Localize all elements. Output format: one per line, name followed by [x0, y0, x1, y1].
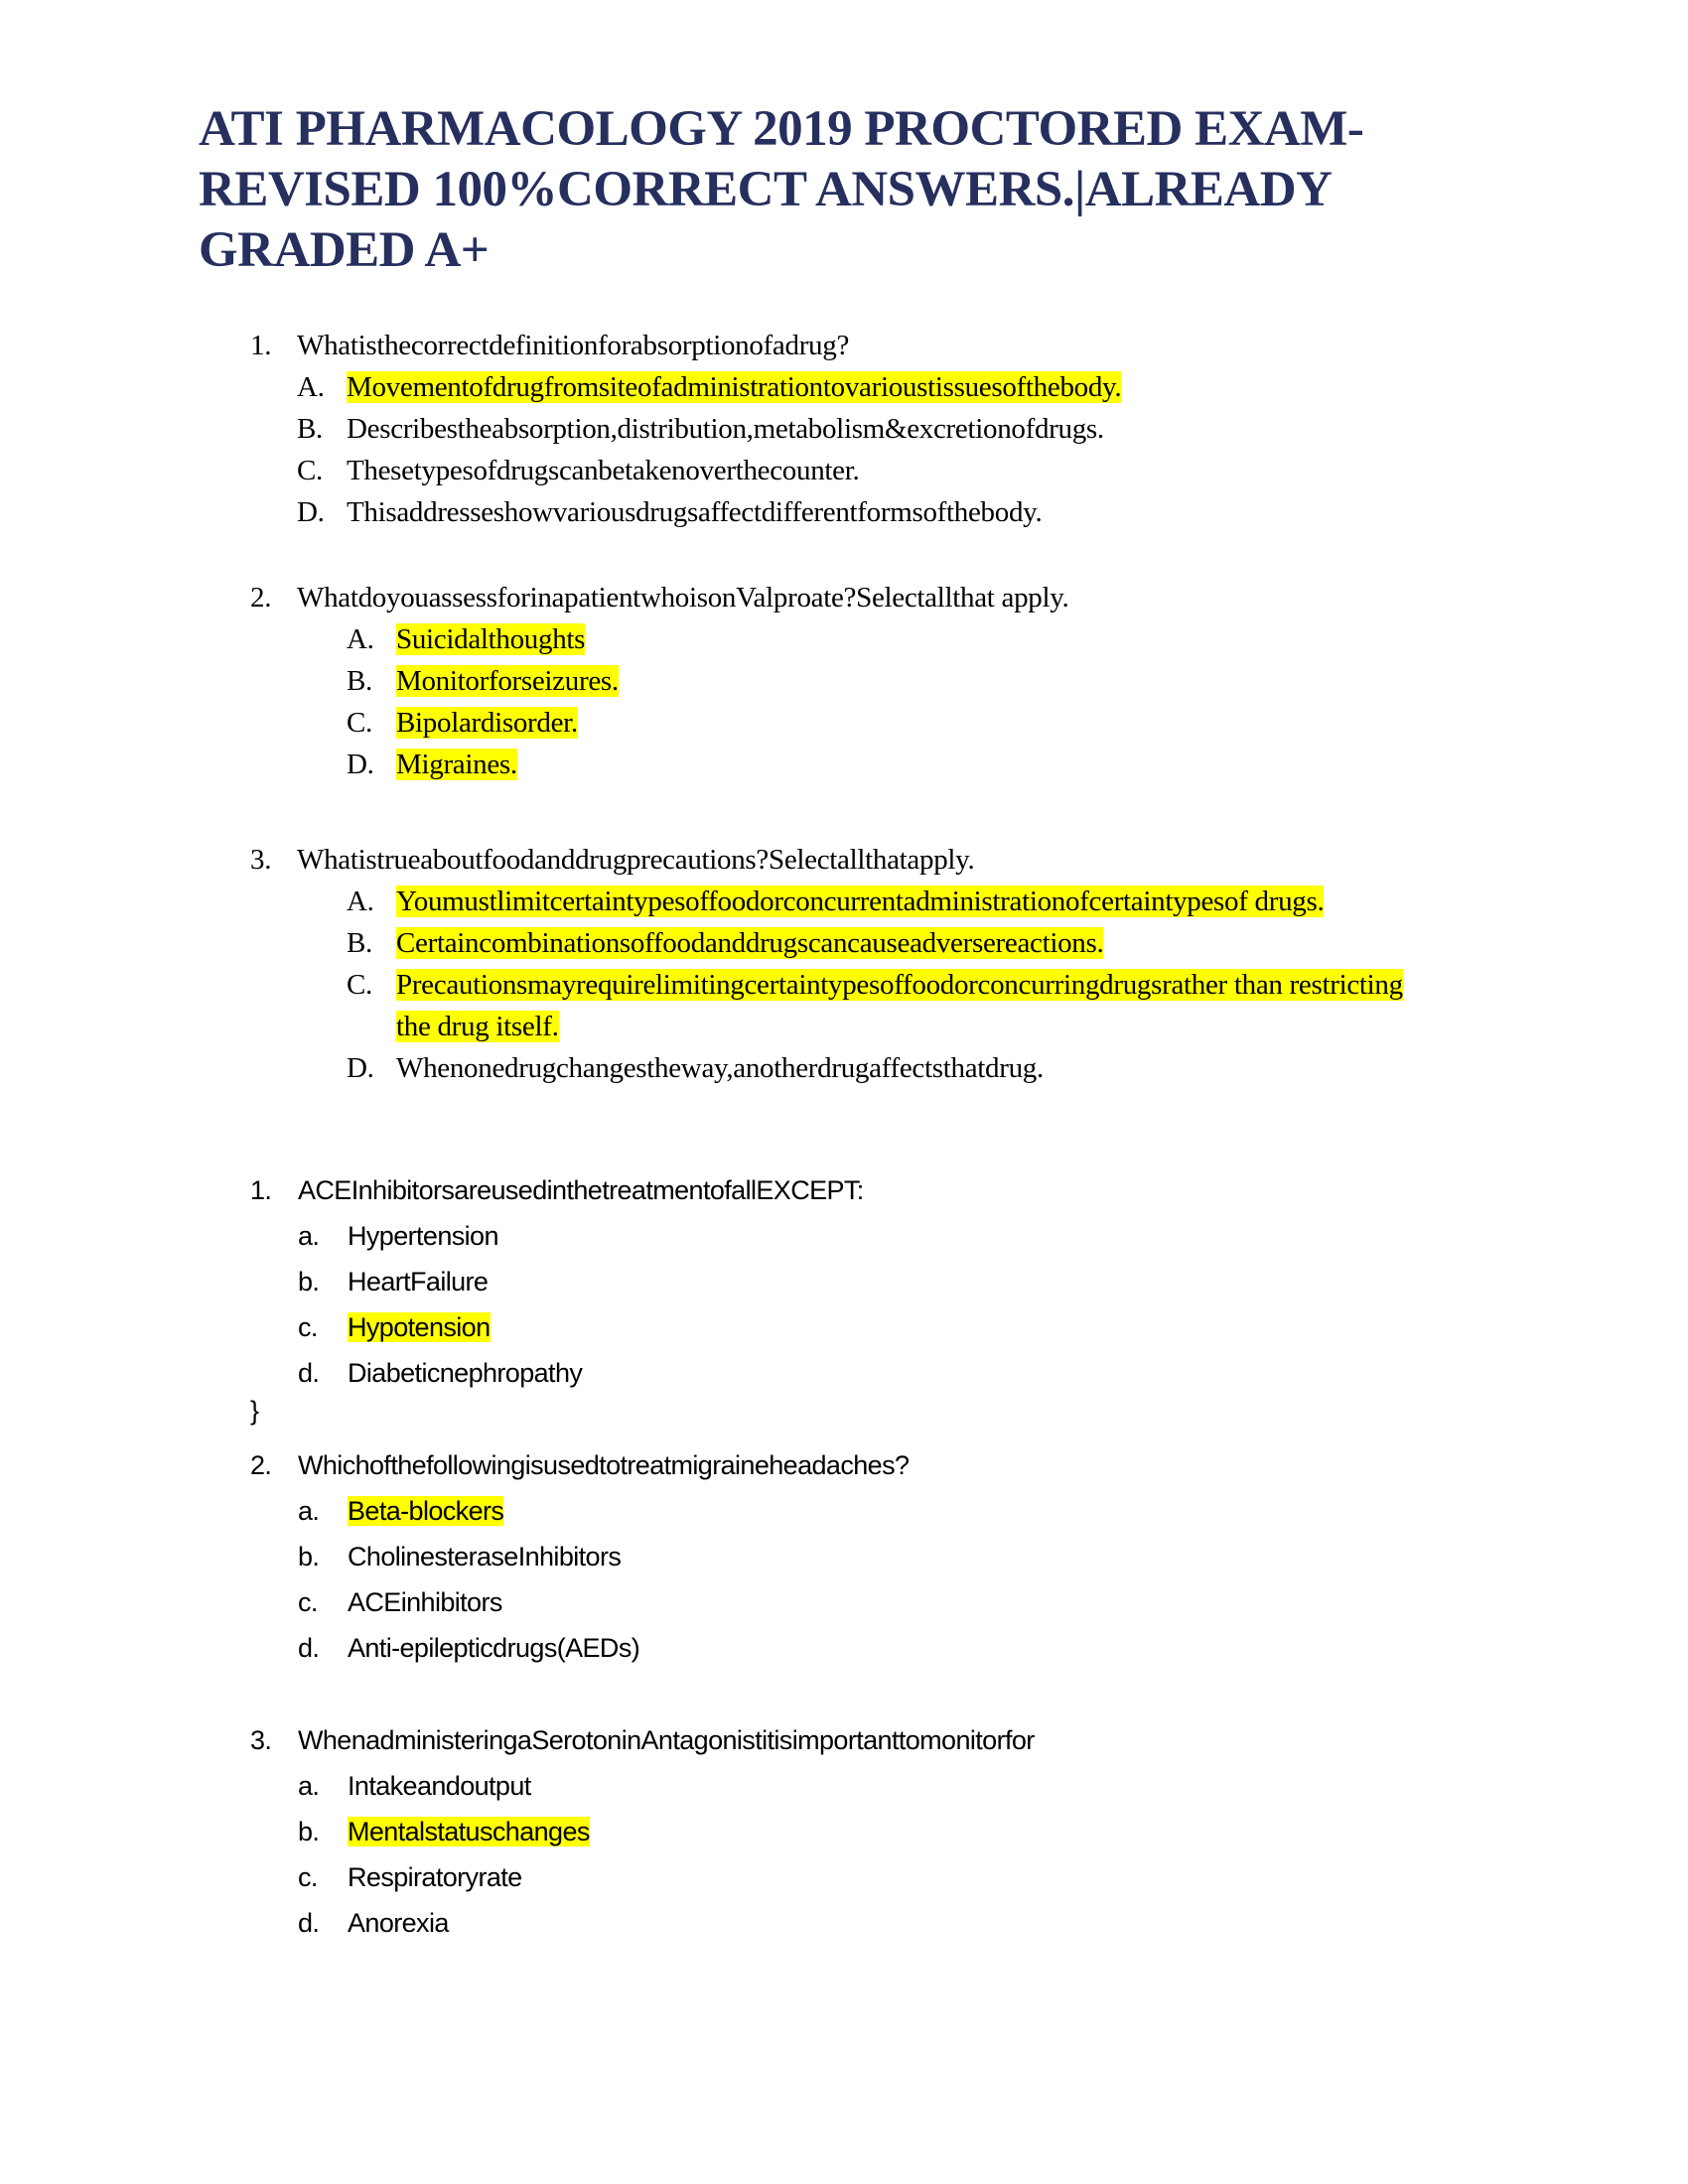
answer-option [298, 1854, 1035, 1900]
option-text-highlighted: Certaincombinationsoffoodanddrugscancauseadversereactions. [396, 927, 1104, 959]
option-letter: d. [298, 1908, 320, 1938]
option-text: Thesetypesofdrugscanbetakenoverthecounter. [347, 455, 860, 486]
option-letter: b. [298, 1267, 320, 1297]
answer-option [298, 1259, 864, 1304]
option-text: CholinesteraseInhibitors [348, 1542, 622, 1571]
option-text-highlighted: Suicidalthoughts [396, 623, 586, 655]
question-stem [250, 1167, 864, 1213]
question-number: 1. [250, 330, 272, 361]
option-letter: D. [347, 1052, 374, 1084]
answer-option [297, 408, 1121, 450]
option-letter: C. [347, 707, 372, 739]
question-block [250, 1717, 1035, 1946]
option-letter: d. [298, 1633, 320, 1663]
option-letter: A. [297, 371, 325, 403]
option-letter: B. [347, 665, 372, 697]
option-letter: c. [298, 1862, 318, 1892]
answer-option [347, 964, 1419, 1047]
answer-option [347, 660, 1069, 702]
question-block [250, 1442, 909, 1671]
option-text: ACEinhibitors [348, 1587, 502, 1617]
answer-option [297, 450, 1121, 491]
option-text-highlighted: Youmustlimitcertaintypesoffoodorconcurrentadministrationofcertaintypesof drugs. [396, 886, 1325, 917]
question-stem [250, 1717, 1035, 1763]
option-letter: C. [297, 455, 323, 486]
question-text: Whichofthefollowingisusedtotreatmigraineheadaches? [298, 1450, 910, 1480]
question-stem [250, 1442, 909, 1488]
question-number: 2. [250, 582, 272, 614]
option-letter: D. [347, 749, 374, 780]
answer-option [298, 1900, 1035, 1946]
answer-option [347, 744, 1069, 785]
option-text-highlighted: Movementofdrugfromsiteofadministrationtovarioustissuesofthebody. [347, 371, 1122, 403]
option-text: Anti-epilepticdrugs(AEDs) [348, 1633, 640, 1663]
answer-option [297, 366, 1121, 408]
option-text: Whenonedrugchangestheway,anotherdrugaffectsthatdrug. [396, 1052, 1044, 1084]
option-letter: a. [298, 1221, 320, 1251]
option-letter: b. [298, 1542, 320, 1571]
question-text: Whatisthecorrectdefinitionforabsorptionofadrug? [297, 330, 850, 361]
answer-option [298, 1304, 864, 1350]
answer-option [347, 922, 1419, 964]
question-text: Whatistrueaboutfoodanddrugprecautions?Selectallthatapply. [297, 844, 975, 876]
option-text: Intakeandoutput [348, 1771, 531, 1801]
option-text-highlighted: Mentalstatuschanges [348, 1817, 590, 1846]
option-text: Anorexia [348, 1908, 449, 1938]
question-stem [250, 325, 1121, 366]
answer-option [298, 1763, 1035, 1809]
option-text: HeartFailure [348, 1267, 489, 1297]
question-number: 1. [250, 1175, 272, 1205]
answer-option [298, 1213, 864, 1259]
question-stem [250, 577, 1069, 618]
option-letter: A. [347, 886, 374, 917]
answer-option [298, 1809, 1035, 1854]
question-block: 1. ACEInhibitorsareusedinthetreatmentofallEXCEPT: a. Hypertension b. HeartFailure c. Hypotension d. Diabeticnephropathy } [250, 1167, 864, 1427]
question-block [250, 577, 1069, 785]
option-text-highlighted: Hypotension [348, 1312, 491, 1342]
option-text: Diabeticnephropathy [348, 1358, 583, 1388]
option-letter: d. [298, 1358, 320, 1388]
question-text: WhatdoyouassessforinapatientwhoisonValproate?Selectallthat apply. [297, 582, 1069, 614]
option-text: Describestheabsorption,distribution,metabolism&excretionofdrugs. [347, 413, 1104, 445]
option-letter: B. [347, 927, 372, 959]
answer-option [347, 702, 1069, 744]
question-block [250, 839, 1419, 1089]
option-letter: b. [298, 1817, 320, 1846]
question-text: ACEInhibitorsareusedinthetreatmentofallEXCEPT: [298, 1175, 864, 1205]
option-text: Thisaddresseshowvariousdrugsaffectdifferentformsofthebody. [347, 496, 1043, 528]
question-text: WhenadministeringaSerotoninAntagonistitisimportanttomonitorfor [298, 1725, 1035, 1755]
option-text-highlighted: Bipolardisorder. [396, 707, 578, 739]
question-number: 3. [250, 1725, 272, 1755]
answer-option [298, 1579, 909, 1625]
question-block [250, 325, 1121, 533]
option-text-highlighted: Beta-blockers [348, 1496, 504, 1526]
answer-option [347, 618, 1069, 660]
question-number: 3. [250, 844, 272, 876]
option-letter: c. [298, 1587, 318, 1617]
answer-option [298, 1350, 864, 1396]
option-letter: a. [298, 1771, 320, 1801]
question-number: 2. [250, 1450, 272, 1480]
option-letter: A. [347, 623, 374, 655]
answer-option [297, 491, 1121, 533]
option-text: Respiratoryrate [348, 1862, 522, 1892]
option-text: Hypertension [348, 1221, 498, 1251]
option-letter: B. [297, 413, 323, 445]
option-letter: a. [298, 1496, 320, 1526]
option-text-highlighted: Precautionsmayrequirelimitingcertaintypesoffoodorconcurringdrugsrather than restricting the drug itself. [396, 969, 1403, 1042]
option-text-highlighted: Migraines. [396, 749, 517, 780]
question-stem [250, 839, 1419, 881]
option-letter: C. [347, 969, 372, 1001]
option-letter: c. [298, 1312, 318, 1342]
answer-option [347, 1047, 1419, 1089]
answer-option [347, 881, 1419, 922]
answer-option [298, 1534, 909, 1579]
answer-option [298, 1625, 909, 1671]
option-text-highlighted: Monitorforseizures. [396, 665, 619, 697]
document-title: ATI PHARMACOLOGY 2019 PROCTORED EXAM- REVISED 100%CORRECT ANSWERS.|ALREADY GRADED A+ [199, 101, 1364, 278]
answer-option [298, 1488, 909, 1534]
option-letter: D. [297, 496, 325, 528]
